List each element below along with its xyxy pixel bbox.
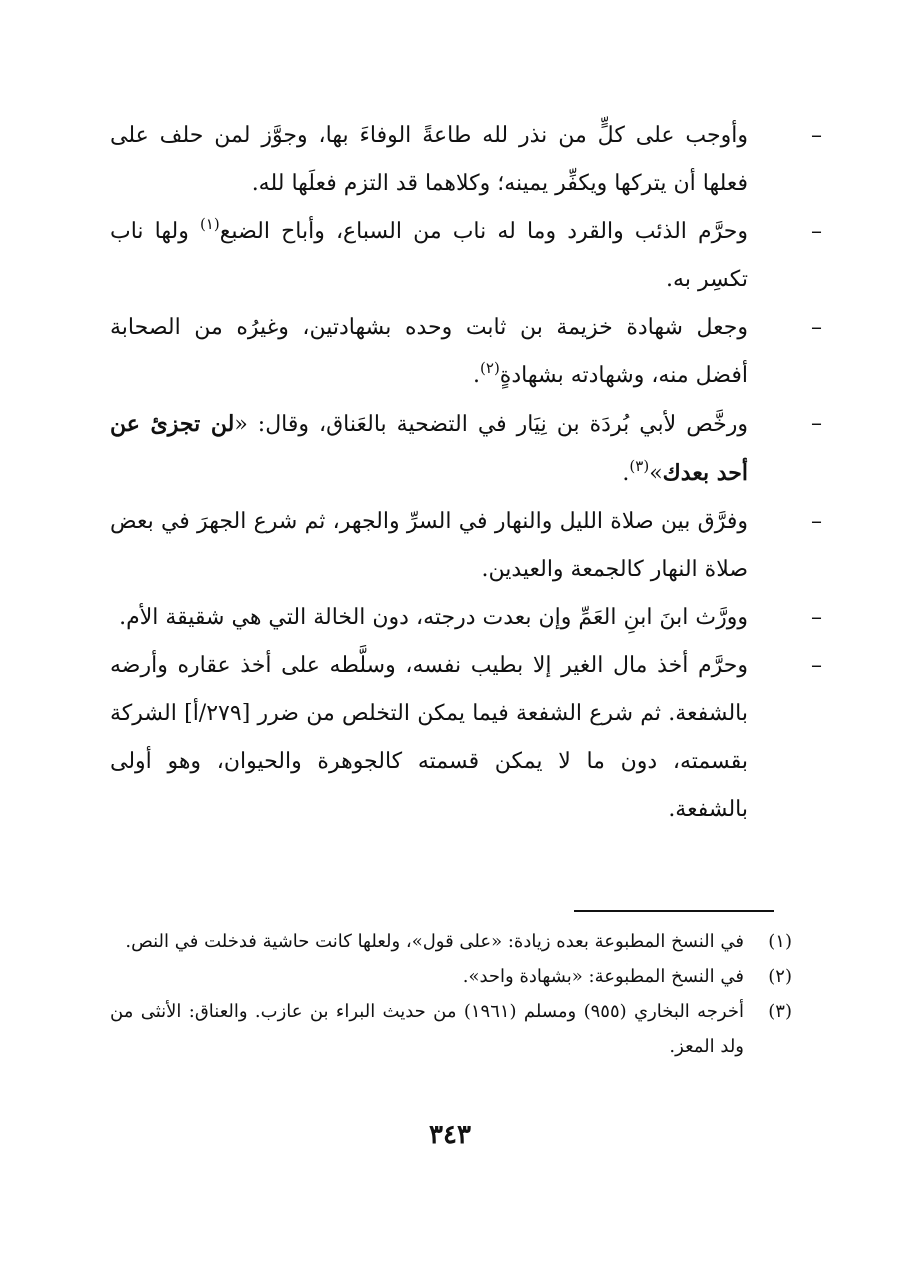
list-item: [110, 208, 822, 304]
item-text: وجعل شهادة خزيمة بن ثابت وحده بشهادتين، وغيرُه من الصحابة أفضل منه، وشهادته بشهادةٍ: [110, 315, 748, 388]
bullet-dash: –: [811, 123, 822, 148]
bullet-dash: –: [811, 411, 822, 436]
item-text: وورَّث ابنَ ابنِ العَمِّ وإن بعدت درجته، دون الخالة التي هي شقيقة الأم.: [119, 605, 748, 630]
item-text-continued: .: [473, 363, 481, 388]
main-text: [110, 112, 822, 834]
footnote-number: (٢): [768, 966, 792, 987]
list-item: [110, 400, 822, 498]
hadith-quote: لن تجزئ عن أحد بعدك: [110, 411, 748, 486]
item-text: وحرَّم الذئب والقرد وما له ناب من السباع، وأباح الضبع: [219, 219, 748, 244]
item-text: ورخَّص لأبي بُردَة بن نِيَار في التضحية بالعَناق، وقال: «: [234, 412, 748, 437]
footnote-text: في النسخ المطبوعة: «بشهادة واحد».: [462, 966, 744, 987]
footnote-ref-3[interactable]: (٣): [629, 457, 650, 475]
item-text: وحرَّم أخذ مال الغير إلا بطيب نفسه، وسلَّطه على أخذ عقاره وأرضه بالشفعة. ثم شرع الشفعة فيما يمكن التخلص من ضرر [٢٧٩/أ] الشركة بقسمته، دون ما لا يمكن قسمته كالجوهرة والحيوان، وهو أولى بالشفعة.: [110, 653, 748, 822]
footnote-1: [110, 924, 792, 959]
footnote-number: (١): [768, 931, 792, 952]
bullet-dash: –: [811, 315, 822, 340]
list-item: [110, 498, 822, 594]
bullet-dash: –: [811, 653, 822, 678]
footnote-2: [110, 959, 792, 994]
list-item: [110, 304, 822, 400]
item-text-continued: ولها ناب تكسِر به.: [110, 219, 748, 292]
quote-close: »: [649, 461, 663, 486]
footnotes: [110, 924, 792, 1064]
footnote-separator: [574, 910, 774, 912]
page-number: ٣٤٣: [429, 1120, 471, 1150]
bullet-dash: –: [811, 509, 822, 534]
footnote-text: أخرجه البخاري (٩٥٥) ومسلم (١٩٦١) من حديث البراء بن عازب. والعناق: الأنثى من ولد المعز.: [110, 1001, 744, 1057]
list-item: [110, 594, 822, 642]
list-item: [110, 112, 822, 208]
item-text: وفرَّق بين صلاة الليل والنهار في السرِّ والجهر، ثم شرع الجهرَ في بعض صلاة النهار كالجمعة والعيدين.: [110, 509, 748, 582]
bullet-dash: –: [811, 219, 822, 244]
bullet-dash: –: [811, 605, 822, 630]
footnote-text: في النسخ المطبوعة بعده زيادة: «على قول»، ولعلها كانت حاشية فدخلت في النص.: [125, 931, 744, 952]
footnote-ref-2[interactable]: (٢): [480, 359, 500, 377]
footnote-number: (٣): [768, 1001, 792, 1022]
item-text-continued: .: [622, 461, 630, 486]
footnote-3: [110, 994, 792, 1064]
item-text: وأوجب على كلٍّ من نذر لله طاعةً الوفاءَ بها، وجوَّز لمن حلف على فعلها أن يتركها ويكفِّر يمينه؛ وكلاهما قد التزم فعلَها لله.: [110, 123, 748, 196]
footnote-ref-1[interactable]: (١): [199, 215, 220, 233]
list-item: [110, 642, 822, 834]
rulings-list: [110, 112, 822, 834]
